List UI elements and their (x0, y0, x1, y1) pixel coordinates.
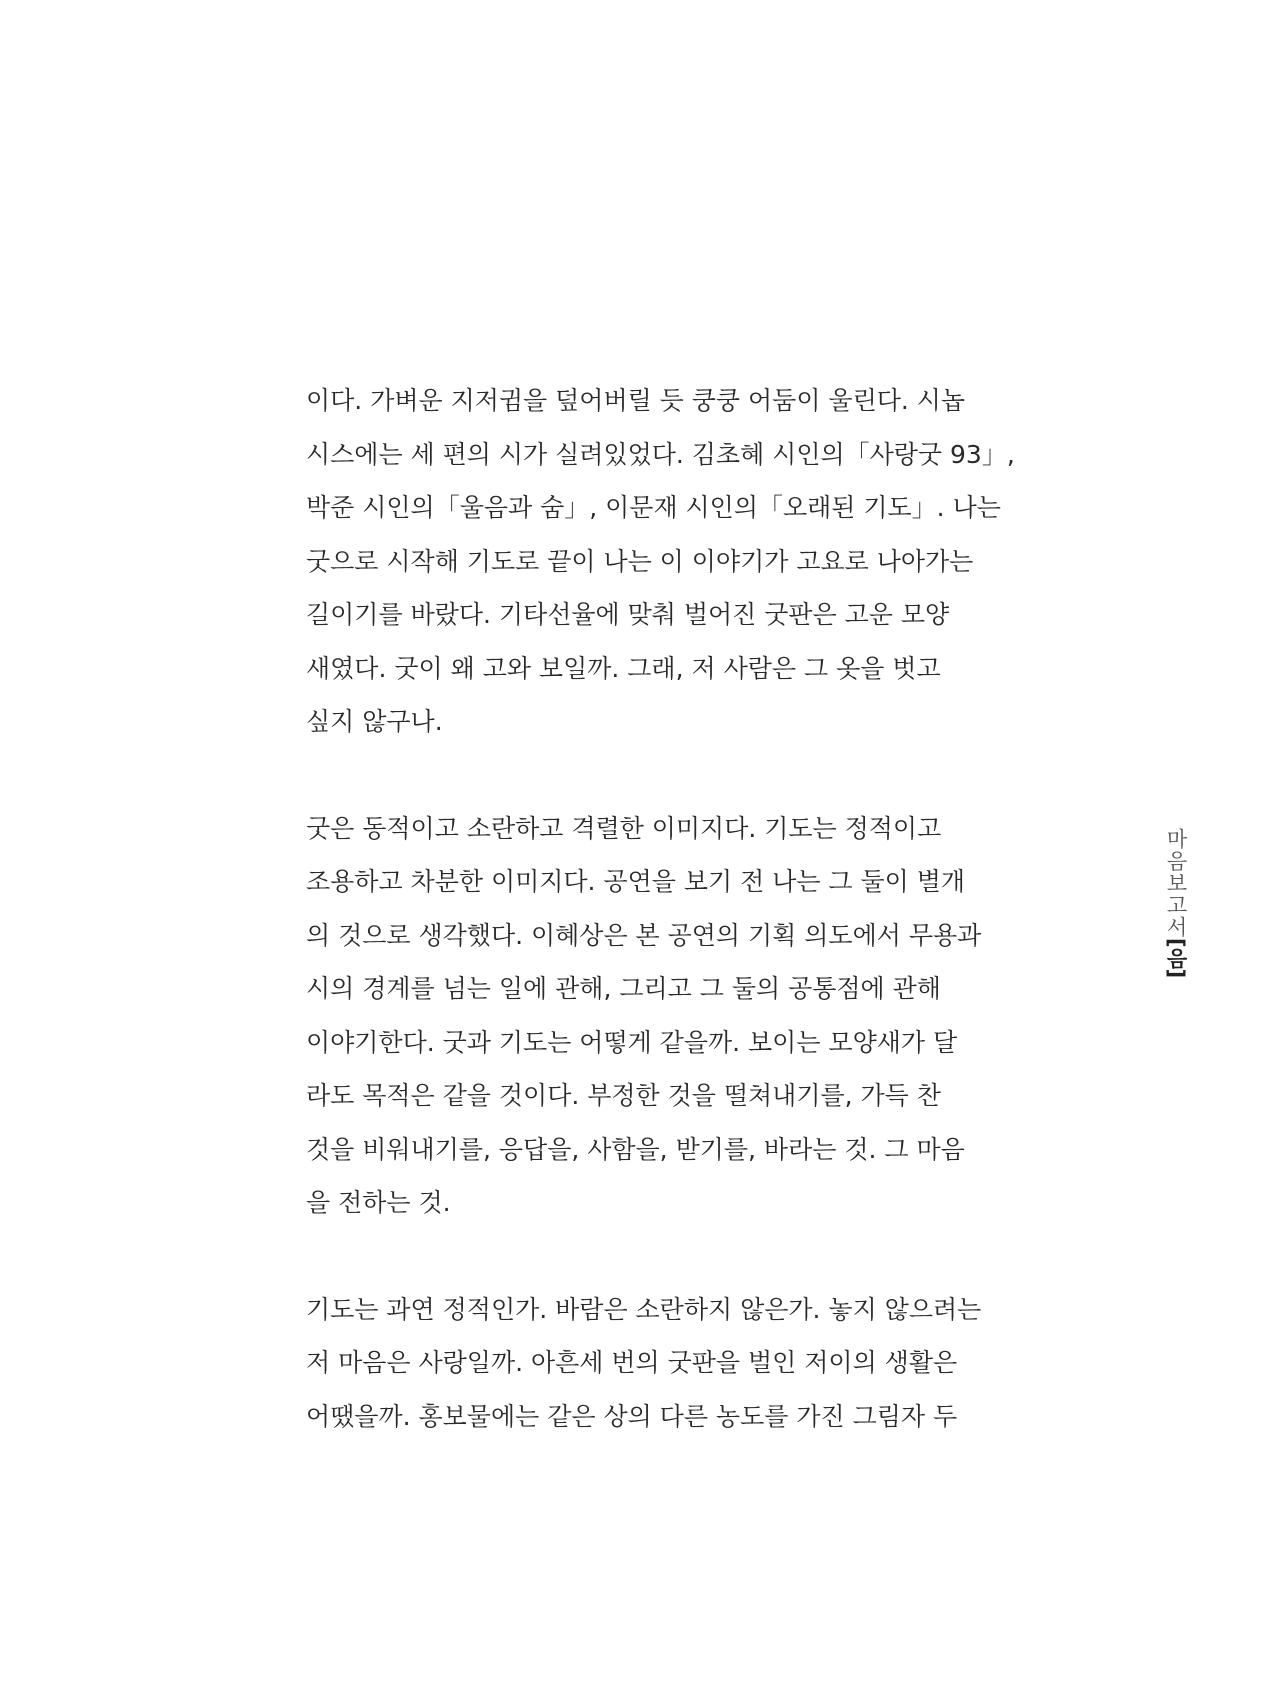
text-line: 굿은 동적이고 소란하고 격렬한 이미지다. 기도는 정적이고 (306, 813, 942, 843)
paragraph-2 (306, 802, 982, 1230)
text-line: 이야기한다. 굿과 기도는 어떻게 같을까. 보이는 모양새가 달 (306, 1027, 958, 1057)
text-line: 을 전하는 것. (306, 1188, 451, 1217)
text-line: 것을 비워내기를, 응답을, 사함을, 받기를, 바라는 것. 그 마음 (306, 1134, 965, 1164)
text-line: 어땠을까. 홍보물에는 같은 상의 다른 농도를 가진 그림자 두 (306, 1401, 958, 1431)
essay-body (306, 374, 1015, 1496)
running-head-mark: [음] (1164, 938, 1188, 979)
text-line: 시의 경계를 넘는 일에 관해, 그리고 그 둘의 공통점에 관해 (306, 974, 941, 1003)
text-line: 싶지 않구나. (306, 707, 443, 736)
text-line: 박준 시인의「울음과 숨」, 이문재 시인의「오래된 기도」. 나는 (306, 493, 1001, 522)
text-line: 의 것으로 생각했다. 이혜상은 본 공연의 기획 의도에서 무용과 (306, 920, 982, 950)
text-line: 시스에는 세 편의 시가 실려있었다. 김초혜 시인의「사랑굿 93」, (306, 439, 1015, 469)
text-line: 굿으로 시작해 기도로 끝이 나는 이 이야기가 고요로 나아가는 (306, 546, 974, 576)
text-line: 조용하고 차분한 이미지다. 공연을 보기 전 나는 그 둘이 별개 (306, 867, 966, 896)
text-line: 새였다. 굿이 왜 고와 보일까. 그래, 저 사람은 그 옷을 벗고 (306, 653, 941, 683)
running-head (1163, 828, 1189, 978)
paragraph-3 (306, 1283, 982, 1444)
running-head-title: 마음보고서 (1164, 828, 1188, 938)
text-line: 저 마음은 사랑일까. 아흔세 번의 굿판을 벌인 저이의 생활은 (306, 1348, 958, 1377)
text-line: 기도는 과연 정적인가. 바람은 소란하지 않은가. 놓지 않으려는 (306, 1294, 982, 1324)
text-line: 이다. 가벼운 지저귐을 덮어버릴 듯 쿵쿵 어둠이 울린다. 시놉 (306, 386, 966, 415)
text-line: 길이기를 바랐다. 기타선율에 맞춰 벌어진 굿판은 고운 모양 (306, 600, 950, 629)
text-line: 라도 목적은 같을 것이다. 부정한 것을 떨쳐내기를, 가득 찬 (306, 1081, 941, 1110)
paragraph-1 (306, 374, 1015, 749)
